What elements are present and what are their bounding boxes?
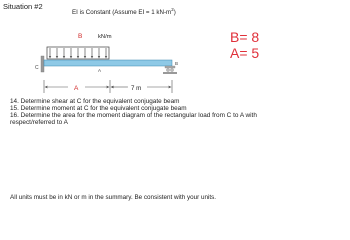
handwritten-a-value: A= 5: [230, 45, 260, 61]
ei-note-suffix: ): [173, 9, 176, 17]
point-b-label: B: [175, 61, 179, 66]
handwritten-b-value: B= 8: [230, 29, 260, 45]
fixed-support-c: [41, 56, 44, 72]
beam: [44, 60, 172, 66]
point-a-marker: A: [98, 68, 102, 73]
ei-note-prefix: EI is Constant (Assume EI = 1 kN-m: [72, 9, 172, 17]
load-unit-label: kN/m: [98, 34, 112, 40]
load-arrowheads: [49, 56, 107, 59]
question-14: 14. Determine shear at C for the equivalent conjugate beam: [10, 98, 180, 105]
load-span-label: A: [74, 85, 79, 92]
question-16-continued: respect/referred to A: [10, 119, 68, 126]
situation-label: Situation #2: [3, 2, 43, 11]
units-note: All units must be in kN or m in the summary. Be consistent with your units.: [10, 194, 217, 201]
point-c-label: C: [35, 65, 39, 71]
question-16: 16. Determine the area for the moment diagram of the rectangular load from C to A with: [10, 112, 257, 119]
ei-note-exponent: 2: [171, 7, 174, 12]
span-length-label: 7 m: [131, 85, 142, 92]
question-15: 15. Determine moment at C for the equivalent conjugate beam: [10, 105, 187, 112]
roller-support-b: [163, 66, 177, 74]
load-label-b: B: [78, 33, 83, 40]
load-arrows: [50, 48, 106, 57]
